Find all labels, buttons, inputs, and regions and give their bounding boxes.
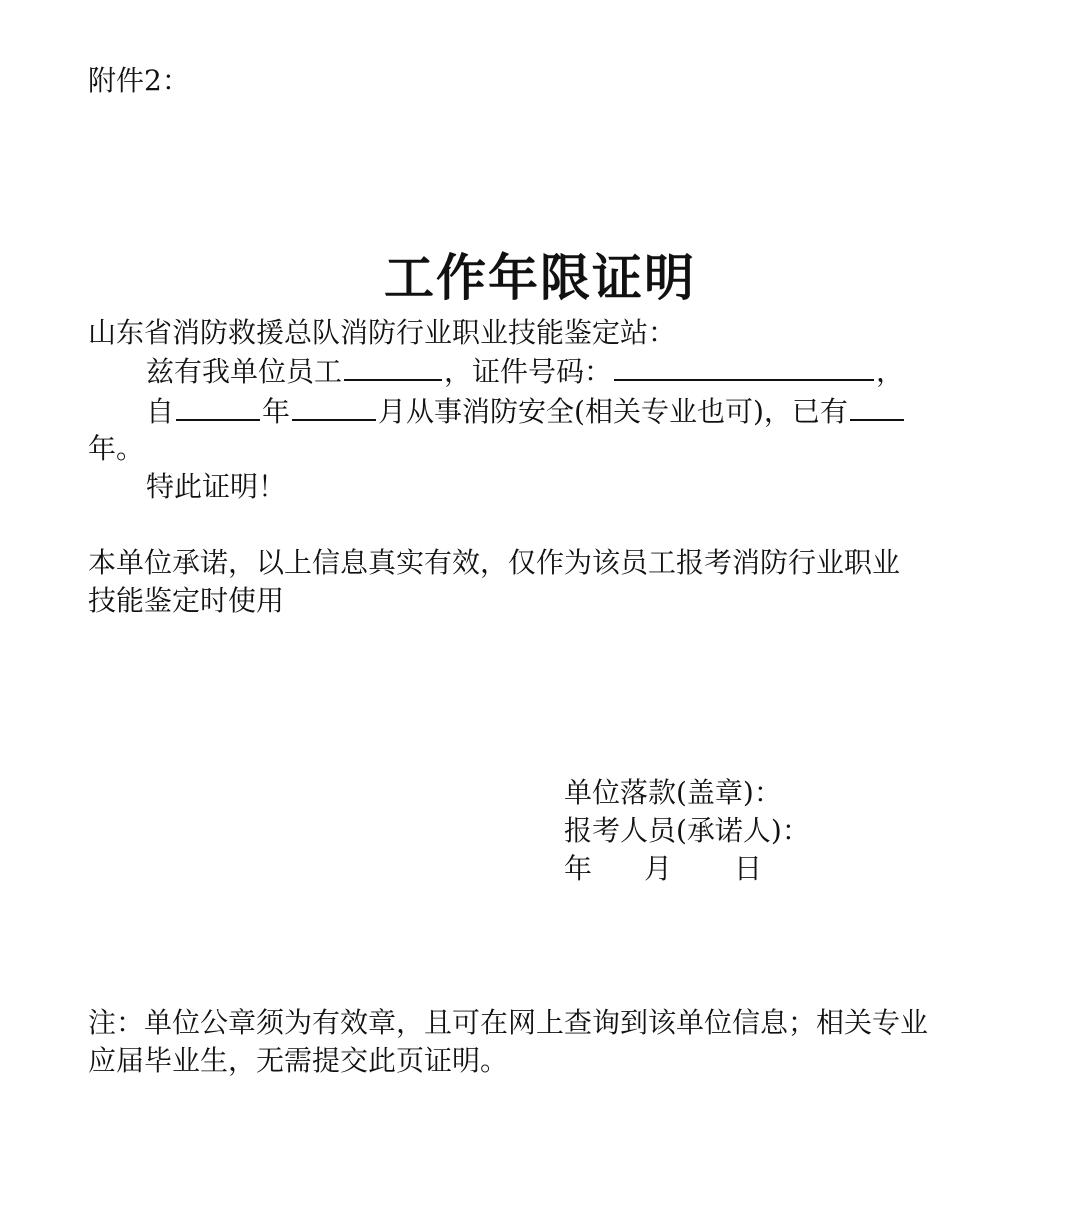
id-number-blank	[614, 352, 874, 381]
line1-suffix: ，	[876, 355, 905, 388]
date-year-label: 年	[564, 852, 593, 885]
note-line-1: 注：单位公章须为有效章，且可在网上查询到该单位信息；相关专业	[88, 1006, 929, 1039]
employment-period-line	[146, 392, 906, 431]
certify-statement: 特此证明！	[146, 470, 287, 503]
employee-name-blank	[344, 352, 442, 381]
year-label: 年	[262, 395, 291, 428]
start-year-blank	[176, 392, 260, 421]
unit-signature: 单位落款(盖章)：	[564, 776, 782, 809]
attachment-label: 附件2：	[88, 64, 190, 97]
promise-line-2: 技能鉴定时使用	[88, 584, 285, 617]
employee-prefix: 兹有我单位员工	[146, 355, 343, 388]
years-end: 年。	[88, 432, 145, 465]
date-day-label: 日	[734, 852, 763, 885]
employee-id-line	[146, 352, 904, 391]
id-number-label: ，证件号码：	[444, 355, 613, 388]
document-title: 工作年限证明	[384, 249, 696, 307]
start-month-blank	[292, 392, 376, 421]
date-month-label: 月	[644, 852, 673, 885]
years-count-blank	[850, 392, 904, 421]
signature-date	[564, 850, 762, 888]
note-line-2: 应届毕业生，无需提交此页证明。	[88, 1044, 509, 1077]
addressee: 山东省消防救援总队消防行业职业技能鉴定站：	[88, 316, 677, 349]
promise-line-1: 本单位承诺，以上信息真实有效，仅作为该员工报考消防行业职业	[88, 546, 901, 579]
from-label: 自	[146, 395, 175, 428]
applicant-signature: 报考人员(承诺人)：	[564, 814, 810, 847]
work-description: 月从事消防安全(相关专业也可)，已有	[378, 395, 848, 428]
